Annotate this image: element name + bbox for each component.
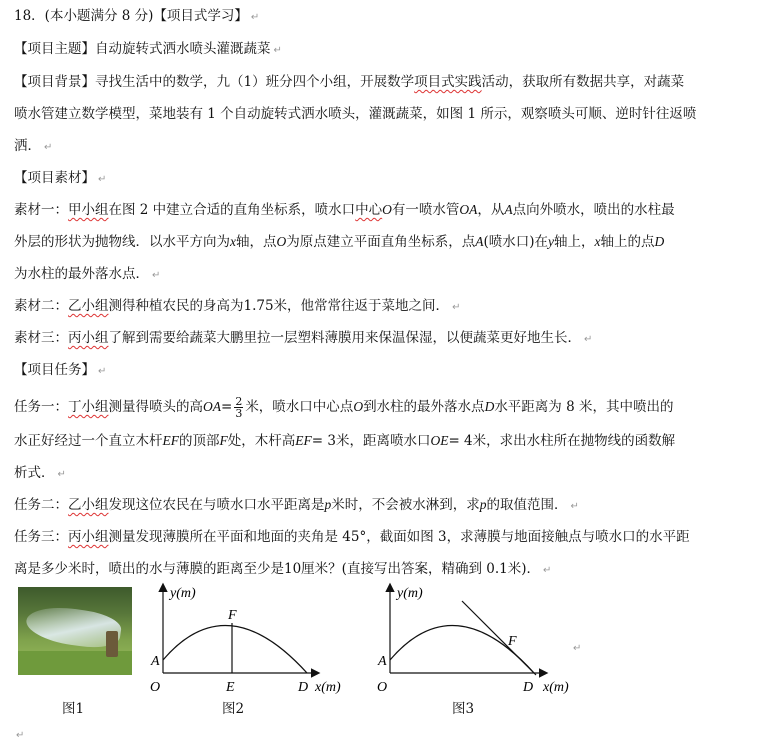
figure-3-caption: 图3 xyxy=(452,701,475,717)
figure-2-diagram xyxy=(140,575,360,700)
figure-1-caption: 图1 xyxy=(62,701,85,717)
fraction-two-thirds: $\frac{2}{3}$ xyxy=(235,395,243,420)
x-axis-label: x(m) xyxy=(543,680,569,695)
end-para-mark: ↵ xyxy=(16,730,25,741)
film-line xyxy=(462,601,536,675)
background-line-2: 喷水管建立数学模型，菜地装有 1 个自动旋转式洒水喷头，灌溉蔬菜，如图 1 所示，观察喷头可顺、逆时针往返喷 xyxy=(14,106,697,122)
task-2-line: 任务二：乙小组发现这位农民在与喷水口水平距离是p米时，不会被水淋到，求p的取值范围． ↵ xyxy=(14,497,579,513)
material-1-line-3: 为水柱的最外落水点． ↵ xyxy=(14,266,161,282)
figure-3-diagram xyxy=(368,575,588,700)
sprinkler-photo xyxy=(18,587,132,675)
material-1-line-1: 素材一：甲小组在图 2 中建立合适的直角坐标系，喷水口中心O有一喷水管OA，从A点向外喷水，喷出的水柱最 xyxy=(14,202,675,218)
materials-label: 【项目素材】 ↵ xyxy=(14,170,107,186)
material-3-line: 素材三：丙小组了解到需要给蔬菜大鹏里拉一层塑料薄膜用来保温保湿，以便蔬菜更好地生长． ↵ xyxy=(14,330,593,346)
point-f-label: F xyxy=(228,608,237,623)
question-header: 18．(本小题满分 8 分)【项目式学习】 ↵ xyxy=(14,8,260,24)
task-1-line-2: 水正好经过一个直立木杆EF的顶部F处，木杆高EF= 3米，距离喷水口OE= 4米，求出水柱所在抛物线的函数解 xyxy=(14,433,676,449)
x-axis-label: x(m) xyxy=(315,680,341,695)
y-axis-label: y(m) xyxy=(397,586,423,601)
figures-para-mark: ↵ xyxy=(573,643,582,654)
point-d-label: D xyxy=(523,680,534,695)
tasks-label: 【项目任务】 ↵ xyxy=(14,362,107,378)
point-a-label: A xyxy=(378,654,387,669)
point-a-label: A xyxy=(151,654,160,669)
point-e-label: E xyxy=(226,680,235,695)
background-line-3: 洒． ↵ xyxy=(14,138,53,154)
theme-line: 【项目主题】自动旋转式洒水喷头灌溉蔬菜 ↵ xyxy=(14,41,282,57)
task-3-line-2: 离是多少米时，喷出的水与薄膜的距离至少是10厘米？(直接写出答案，精确到 0.1米)． ↵ xyxy=(14,561,552,577)
task-1-line-1: 任务一：丁小组测量得喷头的高OA= $\frac{2}{3}$ 米，喷水口中心点O到水柱的最外落水点D水平距离为 8 米，其中喷出的 xyxy=(14,395,674,420)
origin-label: O xyxy=(150,680,161,695)
point-f-label: F xyxy=(508,634,517,649)
figures-row xyxy=(0,575,760,745)
sprinkler-head-shape xyxy=(106,631,118,657)
water-parabola xyxy=(163,625,307,673)
background-line-1: 【项目背景】寻找生活中的数学，九（1）班分四个小组，开展数学项目式实践活动，获取所有数据共享，对蔬菜 xyxy=(14,74,685,90)
y-axis-label: y(m) xyxy=(170,586,196,601)
task-3-line-1: 任务三：丙小组测量发现薄膜所在平面和地面的夹角是 45°，截面如图 3，求薄膜与地面接触点与喷水口的水平距 xyxy=(14,529,690,545)
material-1-line-2: 外层的形状为抛物线．以水平方向为x轴，点O为原点建立平面直角坐标系，点A(喷水口)在y轴上，x轴上的点D xyxy=(14,234,665,250)
water-parabola xyxy=(390,625,534,673)
material-2-line: 素材二：乙小组测得种植农民的身高为1.75米，他常常往返于菜地之间． ↵ xyxy=(14,298,461,314)
point-d-label: D xyxy=(298,680,309,695)
task-1-line-3: 析式． ↵ xyxy=(14,465,66,481)
origin-label: O xyxy=(377,680,388,695)
figure-2-caption: 图2 xyxy=(222,701,245,717)
